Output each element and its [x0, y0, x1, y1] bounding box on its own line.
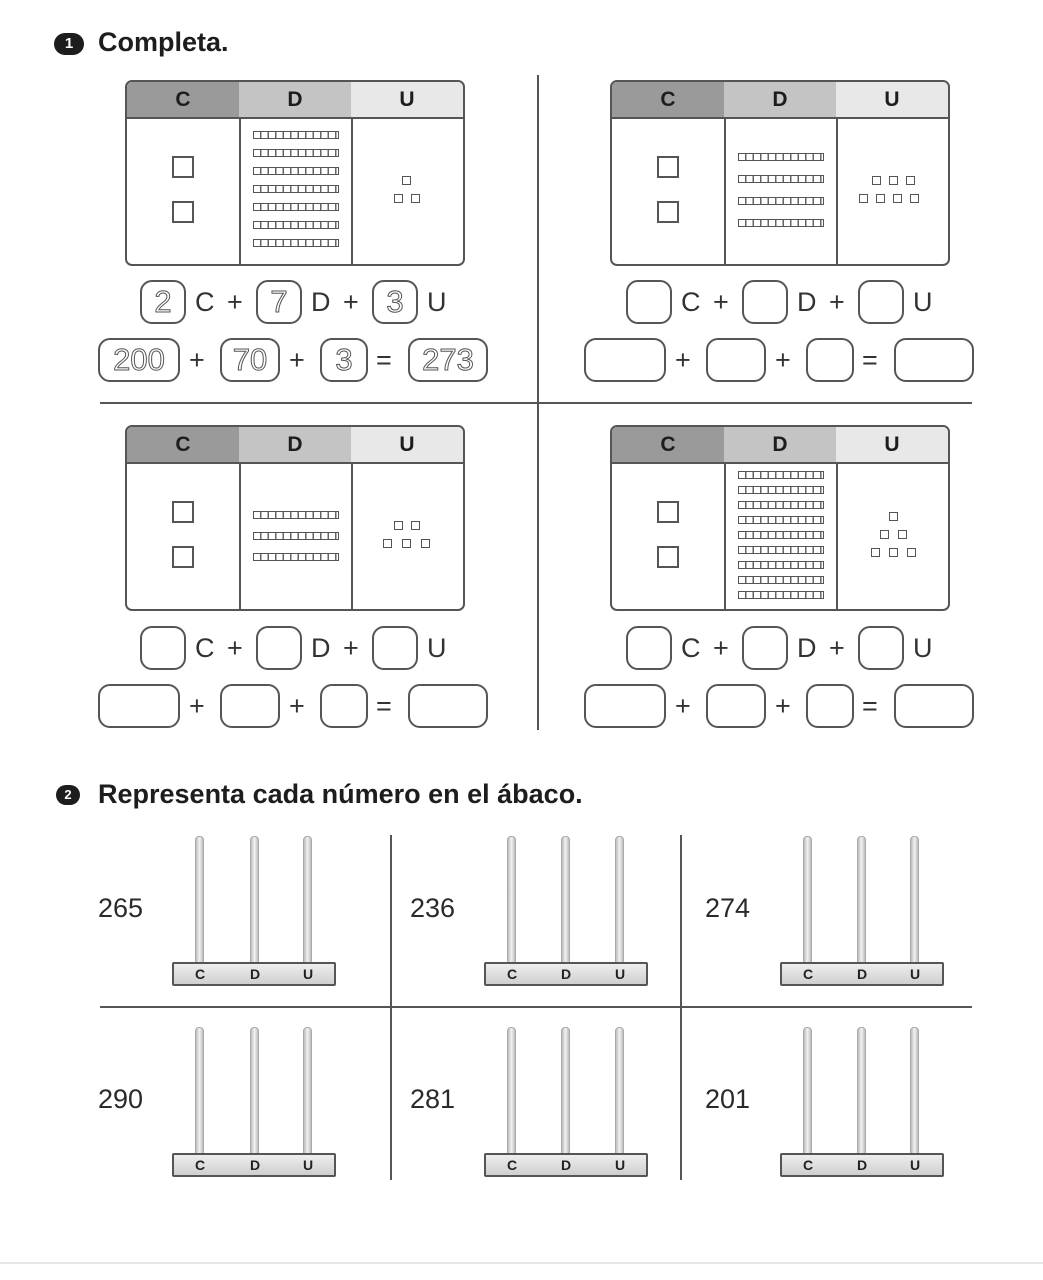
label-hundreds: C: [507, 966, 518, 982]
ten-rod: [738, 516, 824, 524]
header-hundreds: C: [127, 427, 239, 462]
plus-sign: +: [713, 287, 729, 317]
label-tens: D: [250, 966, 261, 982]
rod-hundreds[interactable]: [803, 836, 812, 964]
label-hundreds: C: [195, 1157, 206, 1173]
header-hundreds: C: [127, 82, 239, 117]
rod-tens[interactable]: [250, 836, 259, 964]
total-box[interactable]: 273: [408, 338, 488, 382]
header-tens: D: [724, 427, 836, 462]
rod-hundreds[interactable]: [195, 836, 204, 964]
total-box[interactable]: [894, 338, 974, 382]
units-value-box[interactable]: [806, 338, 854, 382]
exercise-title: Representa cada número en el ábaco.: [98, 779, 583, 809]
ten-rod: [253, 239, 339, 247]
ten-rod: [253, 185, 339, 193]
rod-tens[interactable]: [857, 1027, 866, 1155]
unit-cube: [402, 539, 411, 548]
tens-answer-box[interactable]: [742, 626, 788, 670]
ten-rod: [738, 197, 824, 205]
tens-answer-box[interactable]: 7: [256, 280, 302, 324]
header-units: U: [836, 427, 948, 462]
rod-tens[interactable]: [561, 1027, 570, 1155]
rod-units[interactable]: [910, 836, 919, 964]
place-value-table: [125, 80, 465, 266]
plus-sign: +: [189, 691, 205, 721]
units-answer-box[interactable]: [372, 626, 418, 670]
exercise-number-badge: 2: [56, 785, 80, 805]
abacus-base: [172, 1153, 336, 1177]
page-bottom-rule: [0, 1262, 1043, 1264]
hundred-block: [172, 546, 194, 568]
unit-cube: [421, 539, 430, 548]
unit-cube: [859, 194, 868, 203]
ten-rod: [738, 576, 824, 584]
header-tens: D: [239, 82, 351, 117]
exercise-title: Completa.: [98, 27, 229, 57]
plus-sign: +: [343, 287, 359, 317]
hundreds-answer-box[interactable]: [140, 626, 186, 670]
units-answer-box[interactable]: [858, 280, 904, 324]
target-number: 290: [98, 1084, 144, 1114]
hundreds-answer-box[interactable]: 2: [140, 280, 186, 324]
rod-hundreds[interactable]: [195, 1027, 204, 1155]
header-tens: D: [239, 427, 351, 462]
rod-units[interactable]: [615, 836, 624, 964]
units-value-box[interactable]: 3: [320, 338, 368, 382]
sum-row: [584, 338, 976, 382]
equals-sign: =: [862, 345, 878, 375]
total-box[interactable]: [894, 684, 974, 728]
ten-rod: [738, 501, 824, 509]
ten-rod: [253, 131, 339, 139]
abacus-base: [780, 962, 944, 986]
units-value-box[interactable]: [806, 684, 854, 728]
rod-hundreds[interactable]: [803, 1027, 812, 1155]
hundreds-label: C: [681, 633, 701, 663]
hundreds-cell: [612, 119, 724, 264]
plus-sign: +: [189, 345, 205, 375]
plus-sign: +: [289, 691, 305, 721]
abacus-base: [172, 962, 336, 986]
ten-rod: [253, 221, 339, 229]
ten-rod: [738, 471, 824, 479]
ten-rod: [738, 486, 824, 494]
ten-rod: [253, 532, 339, 540]
unit-cube: [907, 548, 916, 557]
tens-value-box[interactable]: [706, 338, 766, 382]
header-units: U: [351, 427, 463, 462]
hundreds-label: C: [195, 633, 215, 663]
plus-sign: +: [289, 345, 305, 375]
header-units: U: [836, 82, 948, 117]
label-units: U: [910, 1157, 921, 1173]
hundreds-value-box[interactable]: [584, 338, 666, 382]
hundreds-answer-box[interactable]: [626, 626, 672, 670]
tens-answer-box[interactable]: [742, 280, 788, 324]
tens-cell: [724, 464, 838, 609]
plus-sign: +: [829, 287, 845, 317]
plus-sign: +: [675, 345, 691, 375]
unit-cube: [889, 548, 898, 557]
tens-label: D: [311, 287, 331, 317]
equals-sign: =: [862, 691, 878, 721]
tens-value-box[interactable]: 70: [220, 338, 280, 382]
plus-sign: +: [343, 633, 359, 663]
ten-rod: [738, 561, 824, 569]
ten-rod: [253, 553, 339, 561]
label-hundreds: C: [803, 966, 814, 982]
units-value-box[interactable]: [320, 684, 368, 728]
hundreds-value-box[interactable]: [584, 684, 666, 728]
ten-rod: [253, 149, 339, 157]
label-hundreds: C: [507, 1157, 518, 1173]
hundred-block: [172, 156, 194, 178]
label-tens: D: [561, 966, 572, 982]
tens-answer-box[interactable]: [256, 626, 302, 670]
divider-horizontal: [100, 402, 972, 404]
decomposition-row: [626, 280, 946, 324]
target-number: 265: [98, 893, 144, 923]
hundreds-cell: [127, 464, 239, 609]
ten-rod: [738, 546, 824, 554]
label-units: U: [303, 1157, 314, 1173]
units-cell: [351, 464, 465, 609]
ten-rod: [738, 591, 824, 599]
plus-sign: +: [227, 287, 243, 317]
hundred-block: [657, 156, 679, 178]
label-units: U: [615, 966, 626, 982]
units-label: U: [913, 287, 933, 317]
unit-cube: [872, 176, 881, 185]
equals-sign: =: [376, 345, 392, 375]
label-units: U: [615, 1157, 626, 1173]
plus-sign: +: [713, 633, 729, 663]
ten-rod: [738, 219, 824, 227]
unit-cube: [889, 176, 898, 185]
units-label: U: [427, 633, 447, 663]
ten-rod: [253, 167, 339, 175]
unit-cube: [898, 530, 907, 539]
rod-units[interactable]: [910, 1027, 919, 1155]
tens-label: D: [311, 633, 331, 663]
unit-cube: [876, 194, 885, 203]
decomposition-row: [626, 626, 946, 670]
rod-units[interactable]: [303, 836, 312, 964]
unit-cube: [871, 548, 880, 557]
units-answer-box[interactable]: [858, 626, 904, 670]
sum-row: [584, 684, 976, 728]
units-cell: [836, 119, 950, 264]
exercise-number-badge: 1: [54, 33, 84, 55]
rod-hundreds[interactable]: [507, 1027, 516, 1155]
divider-horizontal: [100, 1006, 972, 1008]
rod-units[interactable]: [615, 1027, 624, 1155]
decomposition-row: [140, 280, 460, 324]
total-box[interactable]: [408, 684, 488, 728]
label-tens: D: [561, 1157, 572, 1173]
target-number: 201: [705, 1084, 751, 1114]
header-units: U: [351, 82, 463, 117]
hundred-block: [172, 501, 194, 523]
sum-row: [98, 338, 490, 382]
plus-sign: +: [675, 691, 691, 721]
tens-cell: [724, 119, 838, 264]
unit-cube: [889, 512, 898, 521]
label-tens: D: [250, 1157, 261, 1173]
abacus-base: [780, 1153, 944, 1177]
hundreds-value-box[interactable]: [98, 684, 180, 728]
equals-sign: =: [376, 691, 392, 721]
sum-row: [98, 684, 490, 728]
place-value-table: [610, 80, 950, 266]
unit-cube: [411, 194, 420, 203]
hundred-block: [657, 546, 679, 568]
unit-cube: [906, 176, 915, 185]
plus-sign: +: [829, 633, 845, 663]
units-cell: [351, 119, 465, 264]
plus-sign: +: [227, 633, 243, 663]
rod-tens[interactable]: [250, 1027, 259, 1155]
hundreds-cell: [612, 464, 724, 609]
target-number: 281: [410, 1084, 456, 1114]
abacus-base: [484, 962, 648, 986]
tens-value-box[interactable]: [220, 684, 280, 728]
hundreds-label: C: [681, 287, 701, 317]
unit-cube: [910, 194, 919, 203]
unit-cube: [394, 194, 403, 203]
units-cell: [836, 464, 950, 609]
rod-tens[interactable]: [857, 836, 866, 964]
place-value-table: [125, 425, 465, 611]
header-hundreds: C: [612, 427, 724, 462]
hundreds-label: C: [195, 287, 215, 317]
units-answer-box[interactable]: 3: [372, 280, 418, 324]
rod-tens[interactable]: [561, 836, 570, 964]
label-hundreds: C: [195, 966, 206, 982]
target-number: 236: [410, 893, 456, 923]
place-value-table: [610, 425, 950, 611]
unit-cube: [880, 530, 889, 539]
header-hundreds: C: [612, 82, 724, 117]
hundreds-cell: [127, 119, 239, 264]
tens-value-box[interactable]: [706, 684, 766, 728]
hundred-block: [657, 501, 679, 523]
label-units: U: [303, 966, 314, 982]
hundreds-answer-box[interactable]: [626, 280, 672, 324]
tens-cell: [239, 464, 353, 609]
ten-rod: [738, 153, 824, 161]
decomposition-row: [140, 626, 460, 670]
plus-sign: +: [775, 345, 791, 375]
ten-rod: [738, 531, 824, 539]
rod-hundreds[interactable]: [507, 836, 516, 964]
ten-rod: [253, 203, 339, 211]
target-number: 274: [705, 893, 751, 923]
unit-cube: [411, 521, 420, 530]
unit-cube: [383, 539, 392, 548]
unit-cube: [402, 176, 411, 185]
hundred-block: [657, 201, 679, 223]
label-units: U: [910, 966, 921, 982]
ten-rod: [253, 511, 339, 519]
tens-cell: [239, 119, 353, 264]
header-tens: D: [724, 82, 836, 117]
unit-cube: [893, 194, 902, 203]
tens-label: D: [797, 633, 817, 663]
label-tens: D: [857, 966, 868, 982]
hundred-block: [172, 201, 194, 223]
rod-units[interactable]: [303, 1027, 312, 1155]
plus-sign: +: [775, 691, 791, 721]
tens-label: D: [797, 287, 817, 317]
ten-rod: [738, 175, 824, 183]
label-hundreds: C: [803, 1157, 814, 1173]
units-label: U: [913, 633, 933, 663]
unit-cube: [394, 521, 403, 530]
abacus-base: [484, 1153, 648, 1177]
hundreds-value-box[interactable]: 200: [98, 338, 180, 382]
label-tens: D: [857, 1157, 868, 1173]
units-label: U: [427, 287, 447, 317]
